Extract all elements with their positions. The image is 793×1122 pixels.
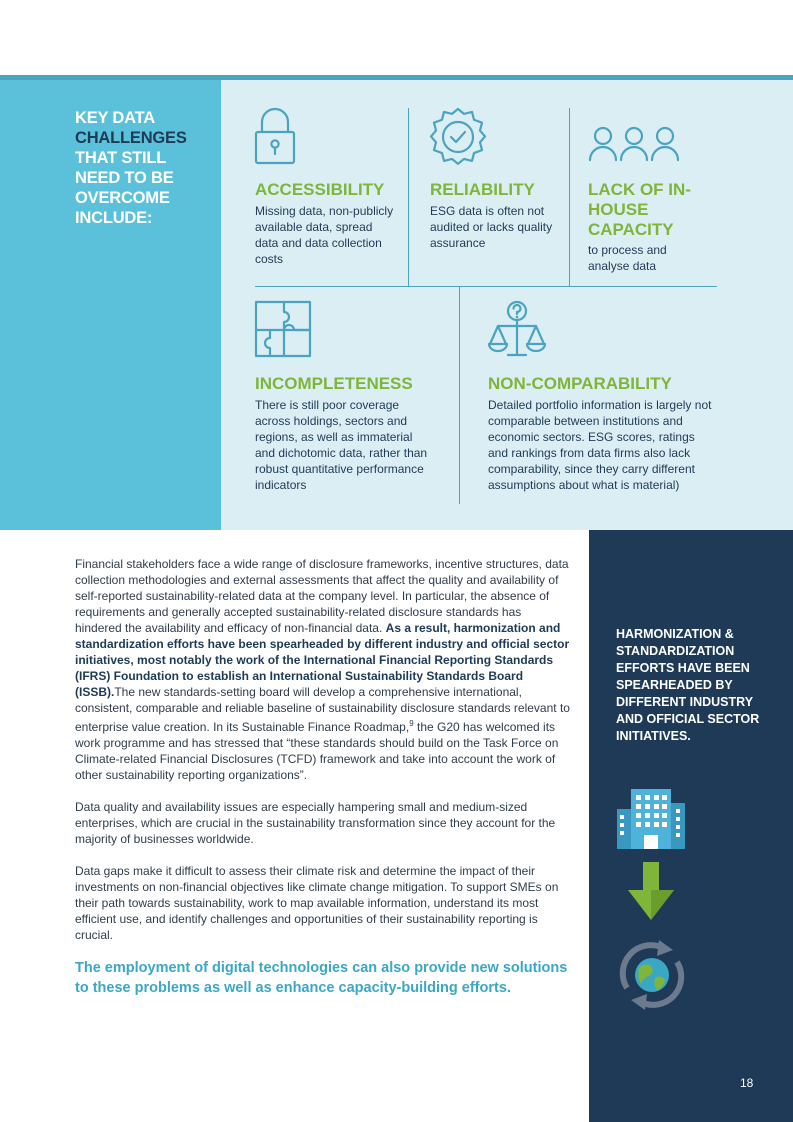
heading-line: KEY DATA <box>75 109 155 127</box>
puzzle-icon <box>254 300 314 358</box>
paragraph: Data quality and availability issues are especially hampering small and medium-sized enterprises, which are crucial in the sustainability transformation since they account for the majority of businesses worldwide. <box>75 800 556 846</box>
people-icon <box>587 124 681 164</box>
padlock-icon <box>252 106 298 166</box>
heading-line: THAT STILL <box>75 149 167 167</box>
key-challenges-heading <box>75 108 210 228</box>
globe-cycle-icon <box>615 938 689 1012</box>
body-text <box>75 556 570 1014</box>
divider <box>255 286 717 287</box>
sidebar-title: HARMONIZATION & STANDARDIZATION EFFORTS HAVE BEEN SPEARHEADED BY DIFFERENT INDUSTRY AND OFFICIAL SECTOR INITIATIVES. <box>616 627 760 743</box>
paragraph: Financial stakeholders face a wide range of disclosure frameworks, incentive structures, data collection methodologies and external assessments that affect the quality and availability of self-reported sustainability-related data at the company level. In particular, the absence of requirements and generally accepted sustainability-related disclosure standards has hindered the availability and efficacy of non-financial data. As a result, harmonization and standardization efforts have been spearheaded by different industry and official sector initiatives, most notably the work of the International Financial Reporting Standards (IFRS) Foundation to establish an International Sustainability Standards Board (ISSB).The new standards-setting board will develop a comprehensive international, consistent, comparable and reliable baseline of sustainability disclosure standards relevant to enterprise value creation. In its Sustainable Finance Roadmap,$^9$ the G20 has welcomed its work programme and has stressed that “these standards should build on the Task Force on Climate-related Financial Disclosures (TCFD) framework and take into account the work of other sustainability reporting organizations”. <box>75 557 570 782</box>
highlight-statement: The employment of digital technologies can also provide new solutions to these problems as well as enhance capacity-building efforts. <box>75 960 568 996</box>
scales-question-icon <box>486 300 548 360</box>
building-icon <box>617 789 685 849</box>
heading-line: CHALLENGES <box>75 129 187 147</box>
challenge-description: ESG data is often not audited or lacks quality assurance <box>430 204 553 250</box>
footnote-ref: 9 <box>409 719 414 728</box>
divider <box>408 108 409 286</box>
heading-line: INCLUDE: <box>75 209 153 227</box>
challenge-title: ACCESSIBILITY <box>255 180 385 199</box>
challenge-description: Detailed portfolio information is largely not comparable between institutions and economic sectors. ESG scores, ratings and rankings from data firms also lack comparability, since they carry different assumptions about what is material) <box>488 398 712 492</box>
badge-check-icon <box>428 108 488 166</box>
divider <box>459 286 460 504</box>
challenge-description: to process and analyse data <box>588 243 667 273</box>
challenge-title: RELIABILITY <box>430 180 535 199</box>
heading-line: OVERCOME <box>75 189 170 207</box>
challenge-description: Missing data, non-publicly available data, spread data and data collection costs <box>255 204 394 266</box>
divider <box>569 108 570 286</box>
heading-line: NEED TO BE <box>75 169 174 187</box>
bold-statement: As a result, harmonization and standardization efforts have been spearheaded by different industry and official sector initiatives, most notably the work of the International Financial Reporting Standards (IFRS) Foundation to establish an International Sustainability Standards Board (ISSB). <box>75 621 570 699</box>
down-arrow-icon <box>628 862 674 920</box>
paragraph: Data gaps make it difficult to assess their climate risk and determine the impact of their investments on non-financial objectives like climate change mitigation. To support SMEs on their path towards sustainability, work to map available information, understand its most efficient use, and identify challenges and opportunities of their sustainability reporting is crucial. <box>75 864 559 942</box>
challenge-title: NON-COMPARABILITY <box>488 374 672 393</box>
page-number: 18 <box>740 1076 754 1090</box>
challenge-description: There is still poor coverage across holdings, sectors and regions, as well as immaterial and dichotomic data, rather than robust quantitative performance indicators <box>255 398 428 492</box>
challenge-title: LACK OF IN-HOUSE CAPACITY <box>588 180 691 239</box>
challenge-title: INCOMPLETENESS <box>255 374 413 393</box>
